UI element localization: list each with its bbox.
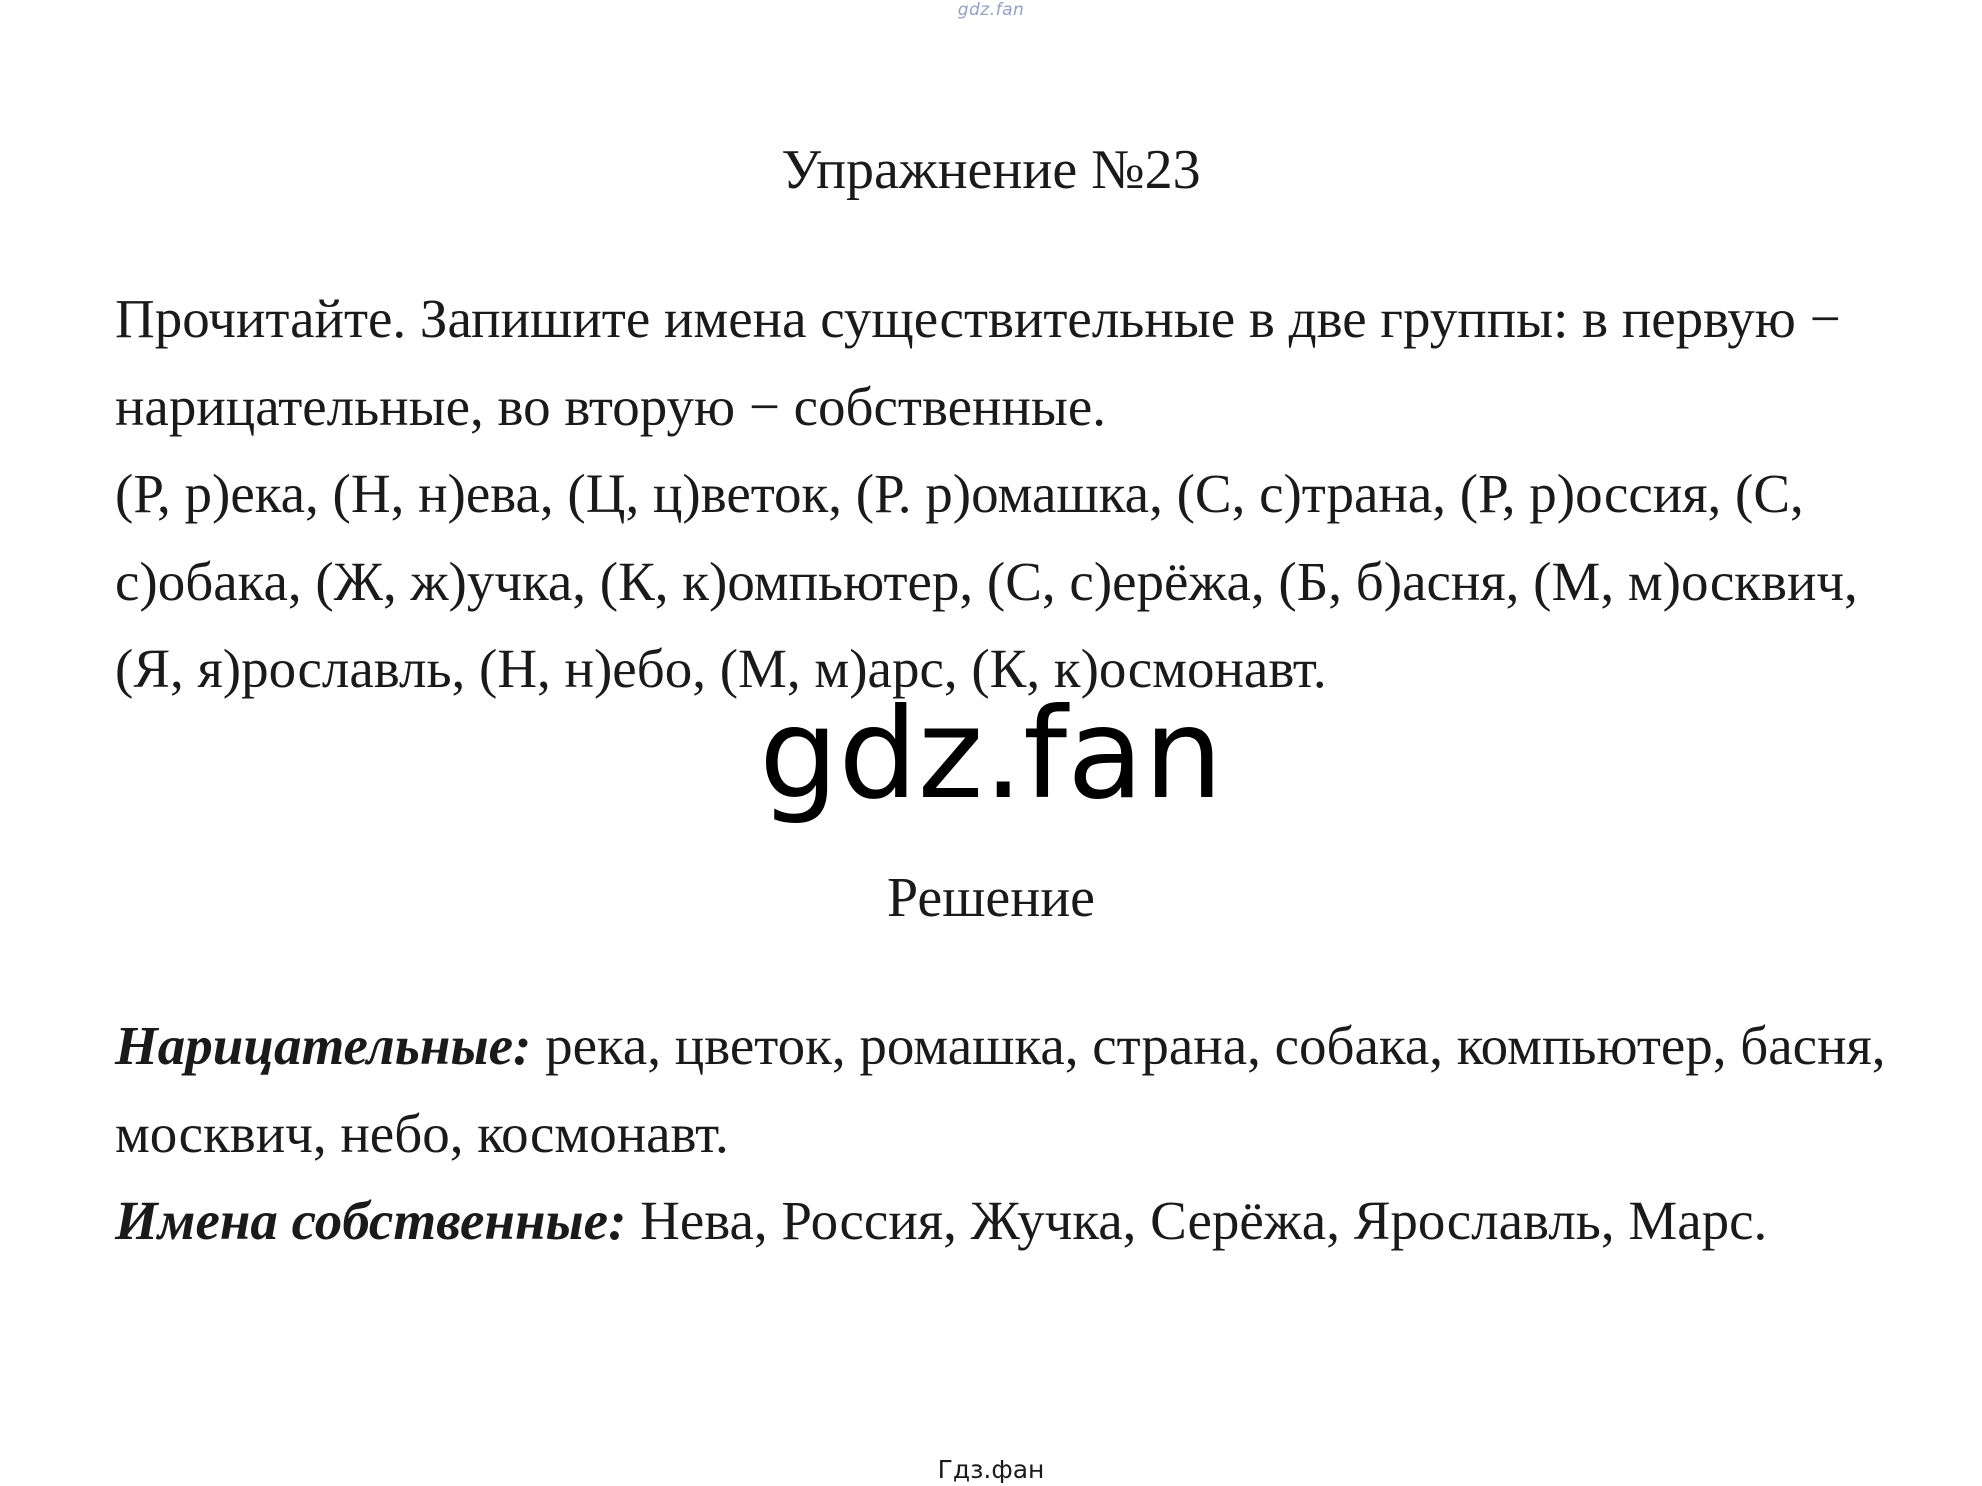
common-nouns-line: [115, 1002, 1895, 1177]
solution-answer: [115, 1002, 1895, 1265]
center-watermark: gdz.fan: [759, 682, 1223, 827]
common-nouns-label: Нарицательные:: [115, 1015, 532, 1076]
common-nouns-list: река, цветок, ромашка, страна, собака, компьютер, басня, москвич, небо, космонавт.: [115, 1015, 1886, 1164]
task-text: [115, 275, 1875, 713]
proper-nouns-list: Нева, Россия, Жучка, Серёжа, Ярославль, Марс.: [626, 1190, 1768, 1251]
proper-nouns-line: [115, 1177, 1895, 1265]
proper-nouns-label: Имена собственные:: [115, 1190, 627, 1251]
task-words: (Р, р)ека, (Н, н)ева, (Ц, ц)веток, (Р. р)омашка, (С, с)трана, (Р, р)оссия, (С, с)обака, (Ж, ж)учка, (К, к)омпьютер, (С, с)ерёжа, (Б, б)асня, (М, м)осквич, (Я, я)рославль, (Н, н)ебо, (М, м)арс, (К, к)осмонавт.: [115, 463, 1858, 699]
solution-heading: Решение: [886, 867, 1096, 929]
footer-watermark: Гдз.фан: [937, 1455, 1045, 1484]
top-watermark: gdz.fan: [957, 0, 1025, 20]
task-instruction: Прочитайте. Запишите имена существительные в две группы: в первую − нарицательные, во вторую − собственные.: [115, 288, 1841, 437]
exercise-title: Упражнение №23: [781, 139, 1201, 201]
